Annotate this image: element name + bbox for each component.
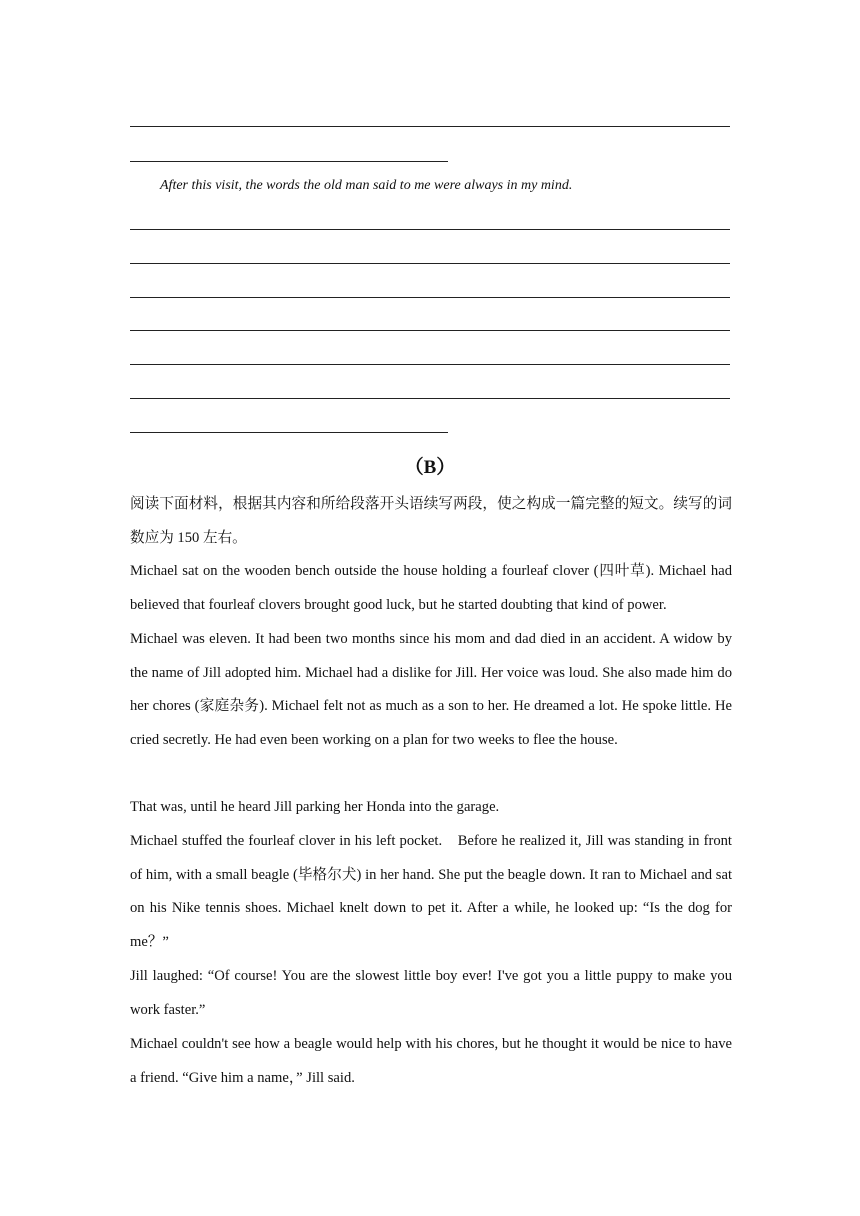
story-paragraph: Michael was eleven. It had been two months since his mom and dad died in an accident. A widow by the name of Jill adopted him. Michael had a dislike for Jill. Her voice was loud. She also made him do her chores (家庭杂务). Michael felt not as much as a son to her. He dreamed a lot. He spoke little. He cried secretly. He had even been working on a plan for two weeks to flee the house. [130, 631, 732, 749]
continuation-prompt: After this visit, the words the old man said to me were always in my mind. [160, 178, 573, 193]
blank-line [130, 432, 448, 433]
blank-line [130, 126, 730, 127]
story-paragraph: Michael sat on the wooden bench outside the house holding a fourleaf clover (四叶草). Michael had believed that fourleaf clovers brought good luck, but he started doubting that kind of power. [130, 563, 732, 613]
blank-line [130, 398, 730, 399]
blank-line [130, 263, 730, 264]
blank-line [130, 161, 448, 162]
section-heading: （B） [404, 457, 456, 478]
blank-line [130, 364, 730, 365]
story-paragraph: That was, until he heard Jill parking her Honda into the garage. [130, 799, 500, 815]
blank-line [130, 330, 730, 331]
instruction-text: 阅读下面材料，根据其内容和所给段落开头语续写两段，使之构成一篇完整的短文。续写的词数应为 150 左右。 [130, 496, 732, 546]
blank-line [130, 229, 730, 230]
story-paragraph: Jill laughed: “Of course! You are the slowest little boy ever! I've got you a little puppy to make you work faster.” [130, 968, 732, 1018]
story-paragraph: Michael couldn't see how a beagle would help with his chores, but he thought it would be nice to have a friend. “Give him a name，” Jill said. [130, 1036, 732, 1086]
blank-line [130, 297, 730, 298]
story-paragraph: Michael stuffed the fourleaf clover in his left pocket. Before he realized it, Jill was standing in front of him, with a small beagle (毕格尔犬) in her hand. She put the beagle down. It ran to Michael and sat on his Nike tennis shoes. Michael knelt down to pet it. After a while, he looked up: “Is the dog for me？” [130, 833, 732, 951]
